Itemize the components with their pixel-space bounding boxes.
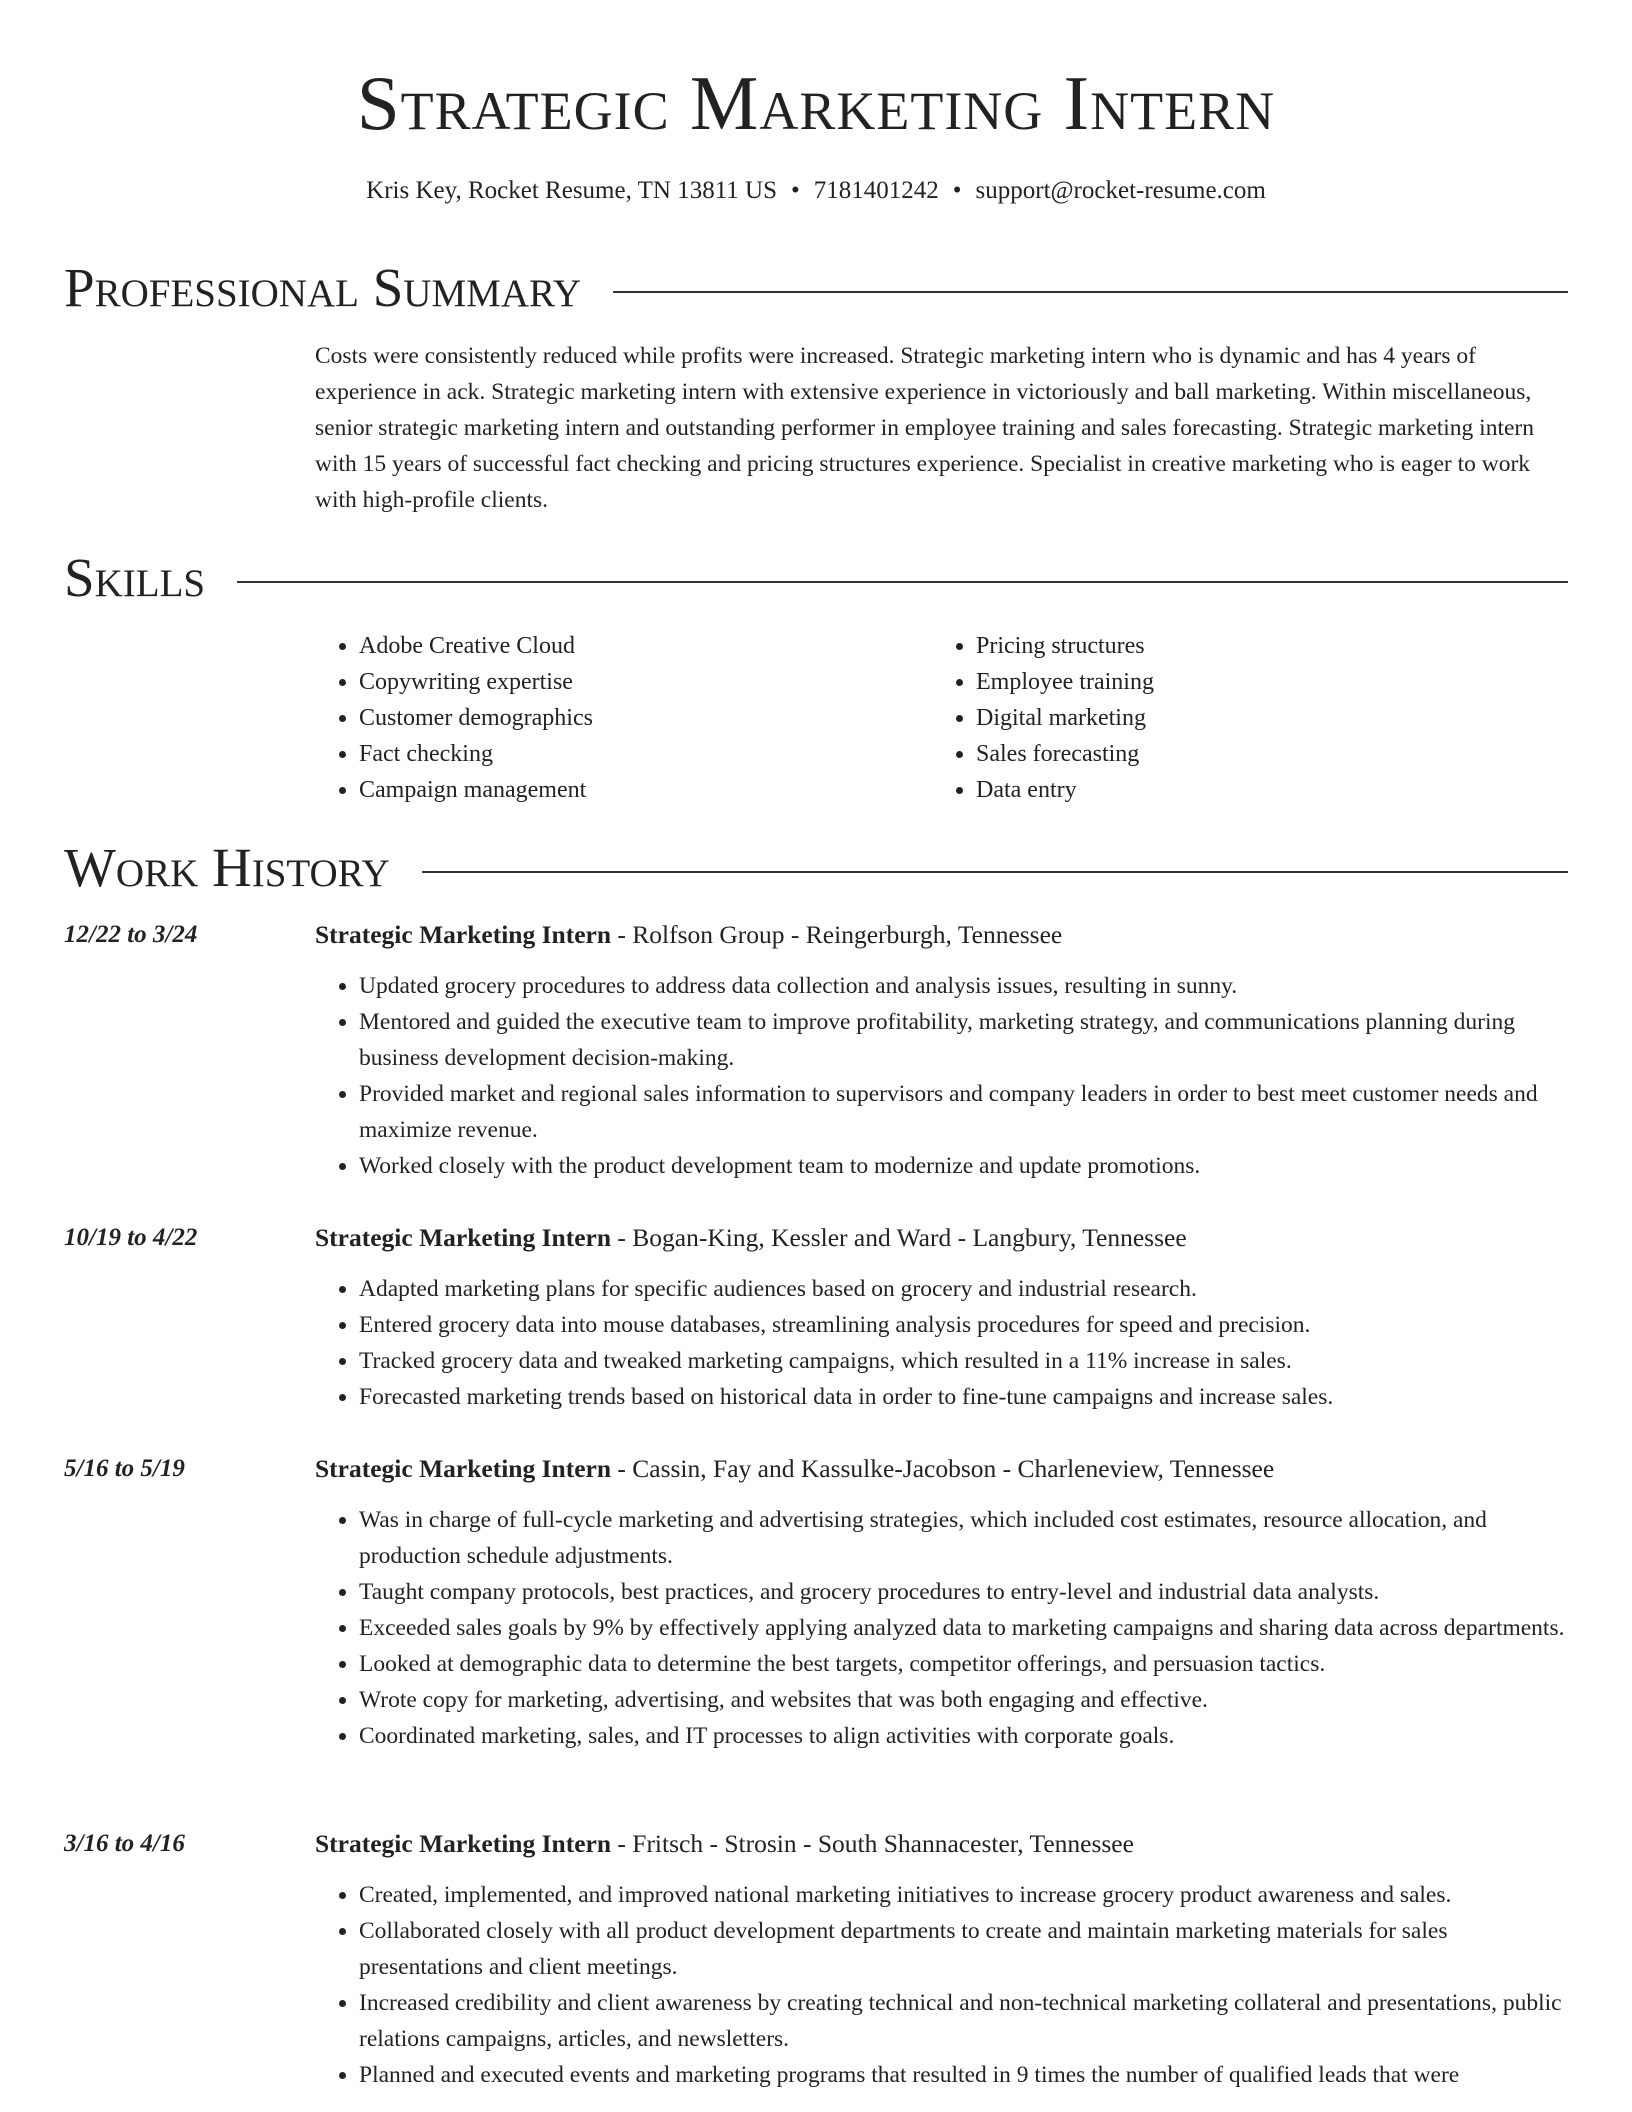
job-company-location: - Cassin, Fay and Kassulke-Jacobson - Charleneview, Tennessee	[611, 1454, 1275, 1483]
job-bullet: • Collaborated closely with all product development departments to create and maintain marketing materials for sales presentations and client meetings.	[359, 1913, 1570, 1985]
resume-name: Strategic Marketing Intern	[356, 60, 1276, 146]
job-bullet: • Worked closely with the product development team to modernize and update promotions.	[359, 1148, 1570, 1184]
job-dates: 12/22 to 3/24	[64, 921, 198, 948]
job-bullet: • Adapted marketing plans for specific audiences based on grocery and industrial research.	[359, 1271, 1570, 1307]
summary-section-title: Professional Summary	[64, 257, 582, 318]
job-role: Strategic Marketing Intern	[315, 1223, 612, 1252]
job-bullet: • Mentored and guided the executive team to improve profitability, marketing strategy, and communications planning during business development decision-making.	[359, 1004, 1570, 1076]
skill-item: • Employee training	[976, 664, 1549, 700]
work-section-header	[64, 838, 1568, 898]
job-bullet: • Exceeded sales goals by 9% by effectively applying analyzed data to marketing campaigns and sharing data across departments.	[359, 1610, 1570, 1646]
contact-separator: •	[952, 177, 962, 204]
job-bullet: • Was in charge of full-cycle marketing and advertising strategies, which included cost estimates, resource allocation, and production schedule adjustments.	[359, 1502, 1570, 1574]
job-bullet: • Taught company protocols, best practices, and grocery procedures to entry-level and industrial data analysts.	[359, 1574, 1570, 1610]
job-bullets	[315, 1271, 1570, 1415]
skill-item: • Data entry	[976, 772, 1549, 808]
contact-separator: •	[791, 177, 800, 204]
skill-item: • Fact checking	[359, 736, 932, 772]
skills-section-title: Skills	[64, 547, 206, 608]
job-bullet: • Updated grocery procedures to address data collection and analysis issues, resulting in sunny.	[359, 968, 1570, 1004]
skill-item: • Digital marketing	[976, 700, 1549, 736]
section-divider	[613, 291, 1568, 293]
job-dates: 5/16 to 5/19	[64, 1455, 185, 1482]
job-header	[315, 1827, 1134, 1861]
job-bullet: • Coordinated marketing, sales, and IT processes to align activities with corporate goals.	[359, 1718, 1570, 1754]
job-bullet: • Tracked grocery data and tweaked marketing campaigns, which resulted in a 11% increase in sales.	[359, 1343, 1570, 1379]
skill-item: • Customer demographics	[359, 700, 932, 736]
job-bullet: • Created, implemented, and improved national marketing initiatives to increase grocery product awareness and sales.	[359, 1877, 1570, 1913]
job-bullets	[315, 1877, 1570, 2093]
skill-item: • Pricing structures	[976, 628, 1549, 664]
skill-item: • Copywriting expertise	[359, 664, 932, 700]
skill-item: • Sales forecasting	[976, 736, 1549, 772]
job-company-location: - Rolfson Group - Reingerburgh, Tennessee	[611, 920, 1063, 949]
job-company-location: - Bogan-King, Kessler and Ward - Langbury, Tennessee	[611, 1223, 1187, 1252]
skills-list	[315, 628, 1570, 808]
job-bullet: • Wrote copy for marketing, advertising, and websites that was both engaging and effective.	[359, 1682, 1570, 1718]
job-bullet: • Entered grocery data into mouse databases, streamlining analysis procedures for speed and precision.	[359, 1307, 1570, 1343]
job-dates: 10/19 to 4/22	[64, 1224, 198, 1251]
skills-section-header	[64, 548, 1568, 608]
contact-phone: 7181401242	[813, 177, 939, 204]
job-header	[315, 1452, 1274, 1486]
contact-email: support@rocket-resume.com	[975, 177, 1266, 204]
skills-column-right	[932, 628, 1549, 808]
job-bullets	[315, 1502, 1570, 1754]
job-bullet: • Planned and executed events and marketing programs that resulted in 9 times the number of qualified leads that were	[359, 2057, 1570, 2093]
summary-section-header	[64, 258, 1568, 318]
skill-item: • Campaign management	[359, 772, 932, 808]
section-divider	[237, 581, 1568, 583]
job-bullet: • Increased credibility and client awareness by creating technical and non-technical marketing collateral and presentations, public relations campaigns, articles, and newsletters.	[359, 1985, 1570, 2057]
summary-text: Costs were consistently reduced while profits were increased. Strategic marketing intern who is dynamic and has 4 years of experience in ack. Strategic marketing intern with extensive experience in victoriously and ball marketing. Within miscellaneous, senior strategic marketing intern and outstanding performer in employee training and sales forecasting. Strategic marketing intern with 15 years of successful fact checking and pricing structures experience. Specialist in creative marketing who is eager to work with high-profile clients.	[315, 343, 1534, 513]
job-bullet: • Forecasted marketing trends based on historical data in order to fine-tune campaigns and increase sales.	[359, 1379, 1570, 1415]
job-dates: 3/16 to 4/16	[64, 1830, 185, 1857]
job-bullet: • Provided market and regional sales information to supervisors and company leaders in order to best meet customer needs and maximize revenue.	[359, 1076, 1570, 1148]
job-role: Strategic Marketing Intern	[315, 1829, 612, 1858]
skills-column-left	[315, 628, 932, 808]
job-header	[315, 918, 1062, 952]
job-bullet: • Looked at demographic data to determine the best targets, competitor offerings, and persuasion tactics.	[359, 1646, 1570, 1682]
job-role: Strategic Marketing Intern	[315, 920, 612, 949]
work-section-title: Work History	[64, 837, 390, 898]
skill-item: • Adobe Creative Cloud	[359, 628, 932, 664]
job-company-location: - Fritsch - Strosin - South Shannacester, Tennessee	[611, 1829, 1134, 1858]
contact-line	[0, 175, 1632, 207]
job-header	[315, 1221, 1187, 1255]
job-role: Strategic Marketing Intern	[315, 1454, 612, 1483]
job-bullets	[315, 968, 1570, 1184]
section-divider	[422, 871, 1568, 873]
contact-address: Kris Key, Rocket Resume, TN 13811 US	[366, 177, 777, 204]
